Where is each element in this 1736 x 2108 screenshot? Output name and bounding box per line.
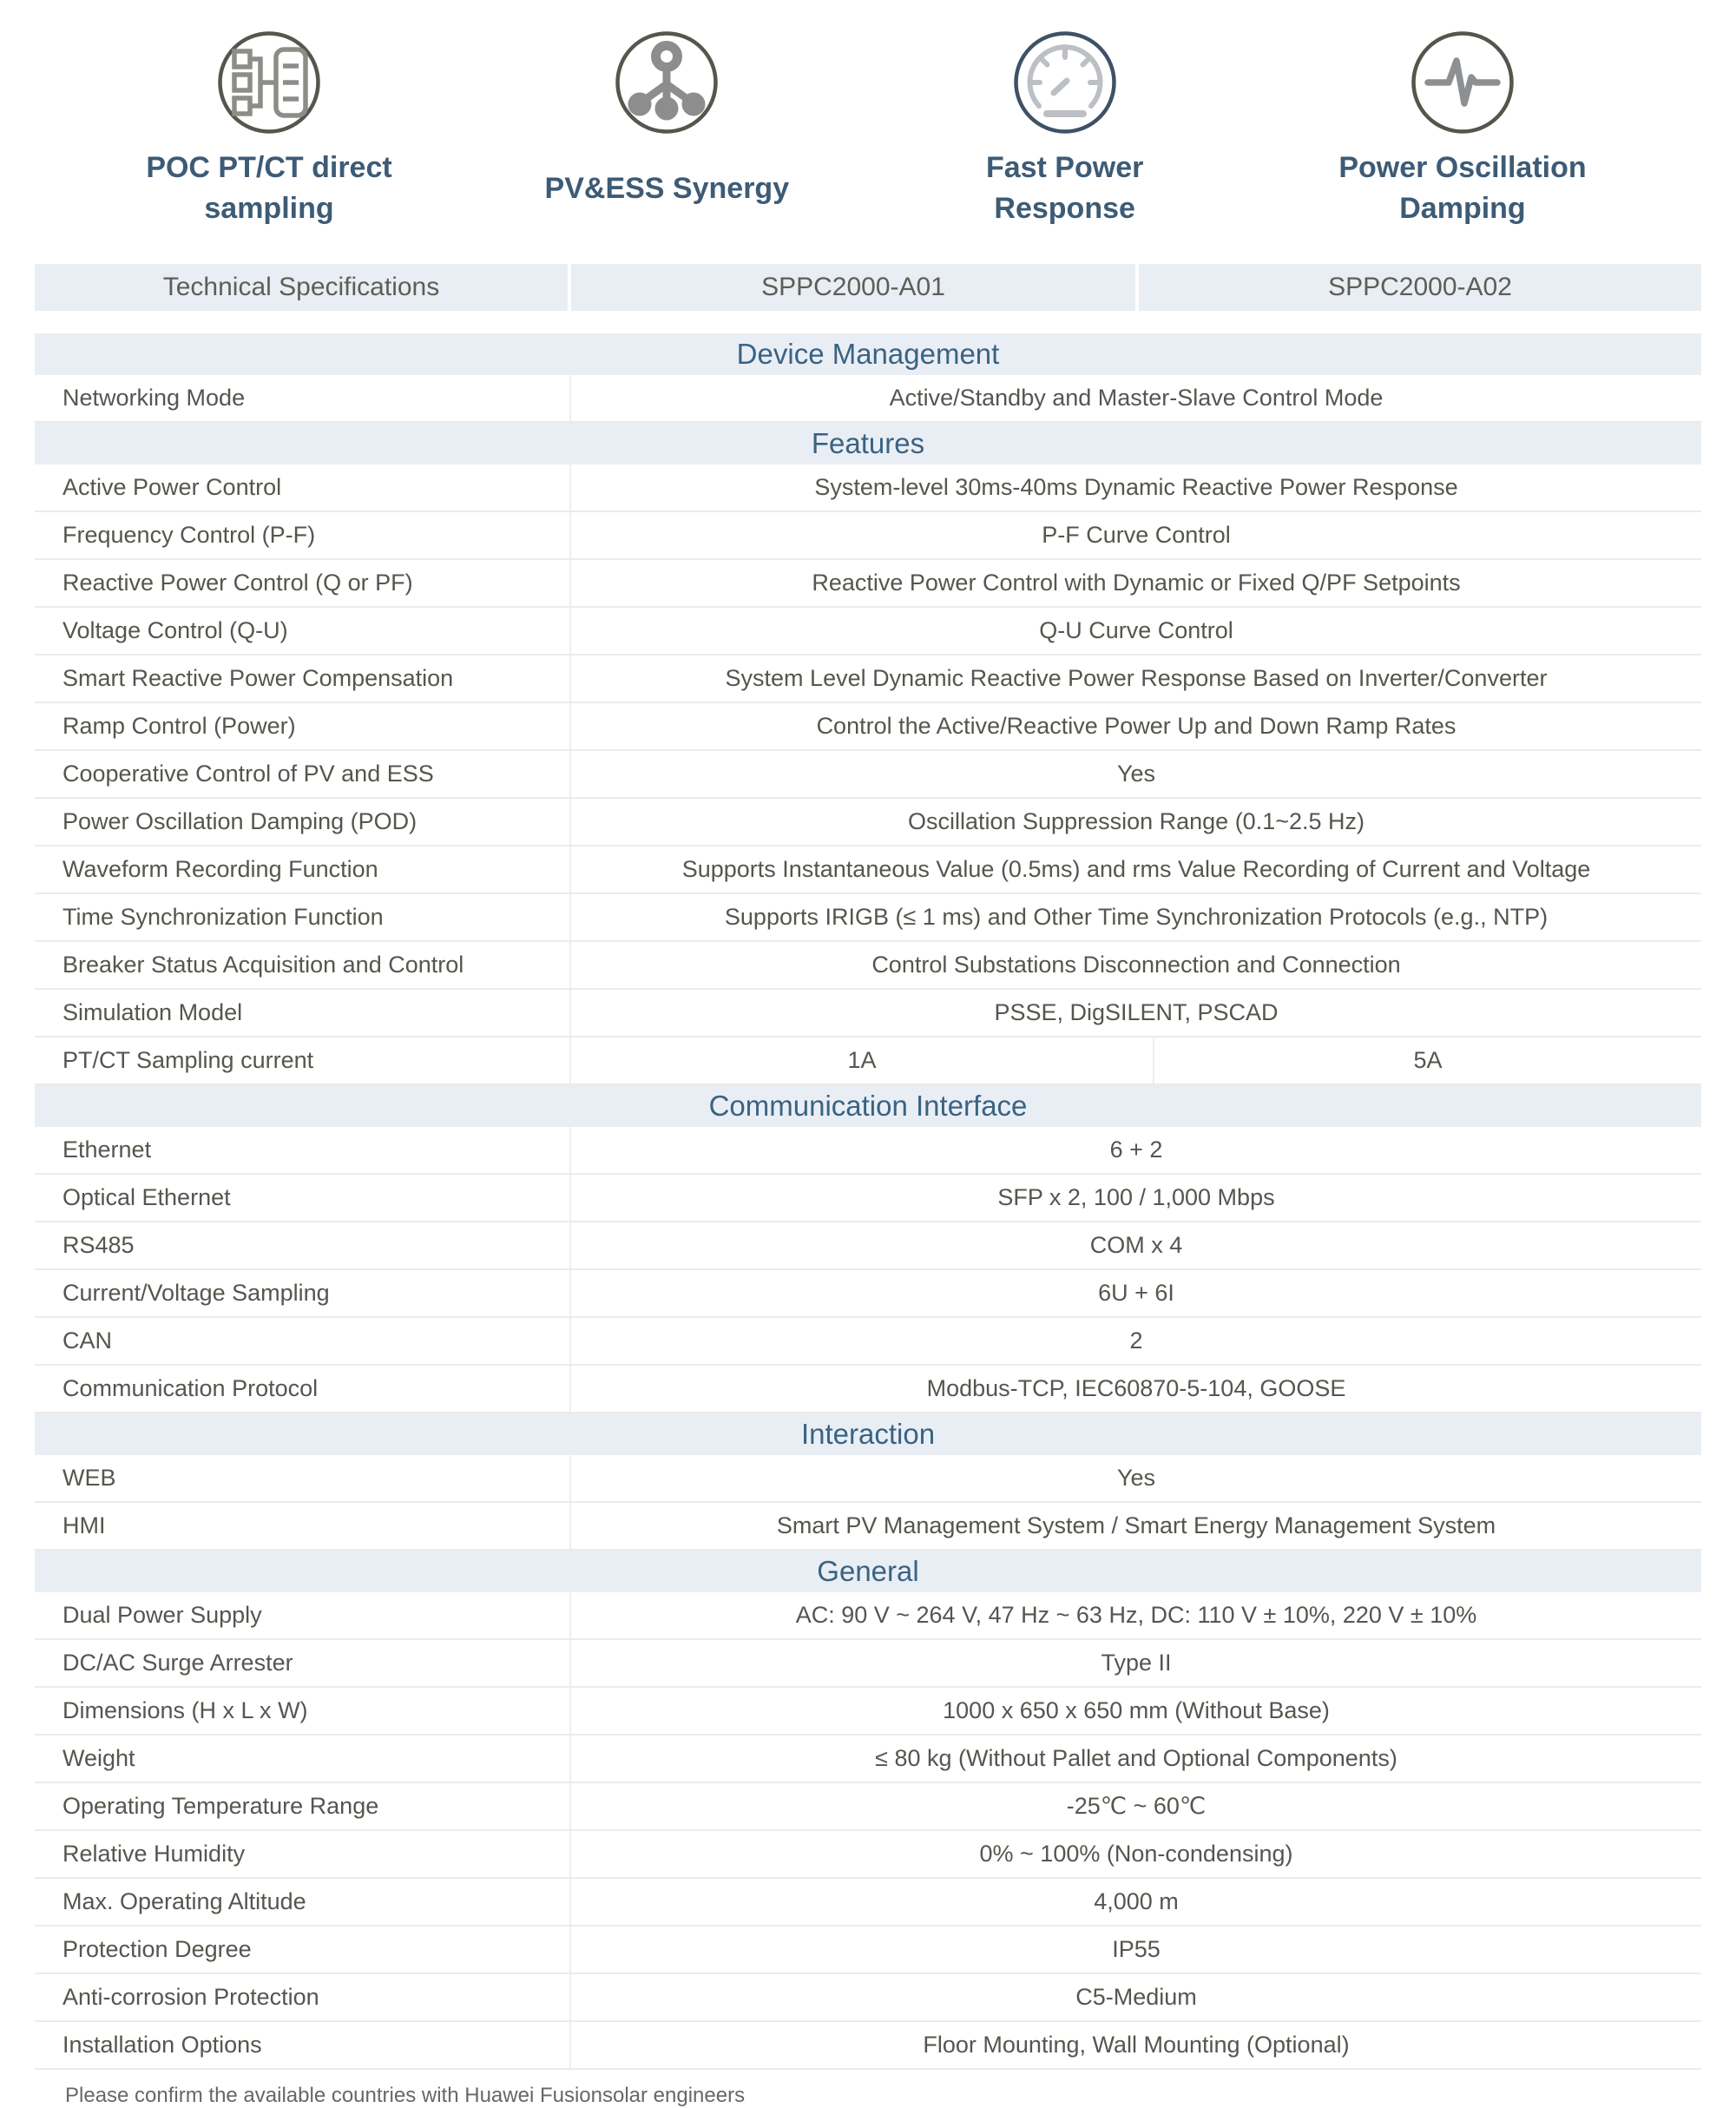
row-label: Breaker Status Acquisition and Control: [35, 942, 571, 988]
spec-row: [35, 799, 1701, 846]
row-value: 6 + 2: [1109, 1136, 1163, 1163]
row-value: Type II: [1101, 1650, 1172, 1676]
row-label: Voltage Control (Q-U): [35, 608, 571, 654]
row-value: Floor Mounting, Wall Mounting (Optional): [923, 2032, 1350, 2058]
row-value: Yes: [1116, 761, 1156, 787]
row-label: WEB: [35, 1455, 571, 1501]
spec-row: [35, 1640, 1701, 1688]
spec-row: [35, 1974, 1701, 2022]
spec-row: [35, 894, 1701, 942]
section-band: [35, 1085, 1701, 1127]
section-title: General: [817, 1555, 919, 1587]
row-label: DC/AC Surge Arrester: [35, 1640, 571, 1686]
feature-icons-row: [0, 0, 1736, 234]
row-value: 6U + 6I: [1098, 1280, 1174, 1306]
row-value: COM x 4: [1089, 1232, 1183, 1258]
spec-row: [35, 2022, 1701, 2070]
spec-row: [35, 1879, 1701, 1927]
row-value: ≤ 80 kg (Without Pallet and Optional Components): [875, 1745, 1397, 1771]
section-band: [35, 333, 1701, 375]
row-label: Frequency Control (P-F): [35, 512, 571, 558]
spec-row: [35, 1736, 1701, 1783]
row-label: Dimensions (H x L x W): [35, 1688, 571, 1734]
row-value: IP55: [1112, 1936, 1161, 1962]
row-value: 1000 x 650 x 650 mm (Without Base): [943, 1697, 1330, 1723]
row-value: System Level Dynamic Reactive Power Response Based on Inverter/Converter: [725, 665, 1548, 691]
row-label: Simulation Model: [35, 990, 571, 1036]
spec-row: [35, 990, 1701, 1038]
spec-row: [35, 1927, 1701, 1974]
row-label: Max. Operating Altitude: [35, 1879, 571, 1925]
row-label: Smart Reactive Power Compensation: [35, 655, 571, 702]
row-value: Active/Standby and Master-Slave Control Mode: [889, 385, 1384, 411]
row-label: Waveform Recording Function: [35, 846, 571, 893]
row-label: Operating Temperature Range: [35, 1783, 571, 1829]
feature-label: POC PT/CT direct sampling: [146, 151, 392, 225]
row-value: Yes: [1116, 1465, 1156, 1491]
spec-row: [35, 1175, 1701, 1222]
footnote: Please confirm the available countries with Huawei Fusionsolar engineers: [65, 2084, 746, 2107]
row-value: 1A: [571, 1038, 1154, 1084]
spec-row: [35, 751, 1701, 799]
row-value: 4,000 m: [1094, 1888, 1179, 1914]
row-value: C5-Medium: [1075, 1984, 1197, 2010]
header-cell-model-a01: SPPC2000-A01: [571, 264, 1135, 311]
row-label: Active Power Control: [35, 464, 571, 511]
section-band: [35, 423, 1701, 464]
feature-block-pv-ess-synergy: [480, 30, 853, 234]
spec-row: [35, 942, 1701, 990]
spec-row: [35, 1366, 1701, 1413]
spec-row: [35, 1831, 1701, 1879]
row-label: PT/CT Sampling current: [35, 1038, 571, 1084]
row-label: Protection Degree: [35, 1927, 571, 1973]
spec-row: [35, 1783, 1701, 1831]
row-value: System-level 30ms-40ms Dynamic Reactive Power Response: [814, 474, 1458, 500]
row-value: 5A: [1413, 1047, 1443, 1073]
section-band: [35, 1551, 1701, 1592]
section-title: Interaction: [800, 1418, 936, 1450]
header-cell-model-a02: SPPC2000-A02: [1139, 264, 1701, 311]
row-label: Ramp Control (Power): [35, 703, 571, 749]
fast-power-response-icon: [1012, 30, 1118, 135]
row-value: SFP x 2, 100 / 1,000 Mbps: [997, 1184, 1275, 1210]
feature-block-poc-sampling: [82, 30, 456, 234]
spec-row: [35, 608, 1701, 655]
row-value: AC: 90 V ~ 264 V, 47 Hz ~ 63 Hz, DC: 110 V ± 10%, 220 V ± 10%: [795, 1602, 1477, 1628]
section-title: Communication Interface: [708, 1090, 1028, 1122]
section-title: Device Management: [736, 338, 1000, 370]
section-title: Features: [811, 427, 925, 459]
row-label: Power Oscillation Damping (POD): [35, 799, 571, 845]
row-label: Weight: [35, 1736, 571, 1782]
row-label: Time Synchronization Function: [35, 894, 571, 940]
spec-row: [35, 1127, 1701, 1175]
row-value: PSSE, DigSILENT, PSCAD: [994, 999, 1279, 1025]
row-value: Reactive Power Control with Dynamic or Fixed Q/PF Setpoints: [812, 570, 1461, 596]
row-value: Q-U Curve Control: [1039, 617, 1233, 643]
row-label: Communication Protocol: [35, 1366, 571, 1412]
spec-row: [35, 1592, 1701, 1640]
poc-pt-ct-sampling-icon: [216, 30, 322, 135]
section-band: [35, 1413, 1701, 1455]
spec-row: [35, 464, 1701, 512]
pv-ess-synergy-icon: [614, 30, 720, 135]
spec-table: [35, 264, 1701, 2070]
row-value: Modbus-TCP, IEC60870-5-104, GOOSE: [926, 1375, 1346, 1401]
row-value: Oscillation Suppression Range (0.1~2.5 Hz): [907, 808, 1365, 834]
row-value: Supports IRIGB (≤ 1 ms) and Other Time Synchronization Protocols (e.g., NTP): [724, 904, 1549, 930]
row-label: Optical Ethernet: [35, 1175, 571, 1221]
row-label: Cooperative Control of PV and ESS: [35, 751, 571, 797]
spec-row: [35, 1318, 1701, 1366]
row-label: Relative Humidity: [35, 1831, 571, 1877]
spec-row: [35, 560, 1701, 608]
row-label: Reactive Power Control (Q or PF): [35, 560, 571, 606]
row-label: Dual Power Supply: [35, 1592, 571, 1638]
row-label: RS485: [35, 1222, 571, 1268]
feature-label: PV&ESS Synergy: [544, 171, 790, 205]
row-label: Networking Mode: [35, 375, 571, 421]
row-label: Installation Options: [35, 2022, 571, 2068]
row-value: P-F Curve Control: [1042, 522, 1231, 548]
row-value: Supports Instantaneous Value (0.5ms) and rms Value Recording of Current and Voltage: [681, 856, 1591, 882]
spec-row: [35, 1503, 1701, 1551]
spec-row: [35, 846, 1701, 894]
spec-row: [35, 512, 1701, 560]
row-label: Current/Voltage Sampling: [35, 1270, 571, 1316]
feature-label: Fast Power Response: [985, 151, 1144, 225]
row-value: 2: [1129, 1327, 1143, 1354]
spec-row: [35, 1688, 1701, 1736]
spec-row: [35, 1270, 1701, 1318]
feature-label: Power Oscillation Damping: [1338, 151, 1587, 225]
table-header-row: [35, 264, 1701, 311]
spec-row: [35, 375, 1701, 423]
power-oscillation-damping-icon: [1410, 30, 1516, 135]
row-value: Control the Active/Reactive Power Up and Down Ramp Rates: [816, 713, 1457, 739]
spec-row: [35, 655, 1701, 703]
row-value: -25℃ ~ 60℃: [1066, 1793, 1207, 1819]
row-value: Smart PV Management System / Smart Energy Management System: [776, 1512, 1496, 1538]
spec-table-body: [35, 333, 1701, 2070]
spec-row: [35, 1455, 1701, 1503]
header-cell-technical-specifications: Technical Specifications: [35, 264, 568, 311]
row-label: Ethernet: [35, 1127, 571, 1173]
row-value: Control Substations Disconnection and Connection: [871, 952, 1401, 978]
feature-block-power-oscillation-damping: [1276, 30, 1649, 234]
spec-row: [35, 1038, 1701, 1085]
row-label: Anti-corrosion Protection: [35, 1974, 571, 2020]
spec-row: [35, 1222, 1701, 1270]
feature-block-fast-power-response: [878, 30, 1252, 234]
row-label: CAN: [35, 1318, 571, 1364]
row-label: HMI: [35, 1503, 571, 1549]
row-value: 0% ~ 100% (Non-condensing): [979, 1841, 1293, 1867]
spec-row: [35, 703, 1701, 751]
